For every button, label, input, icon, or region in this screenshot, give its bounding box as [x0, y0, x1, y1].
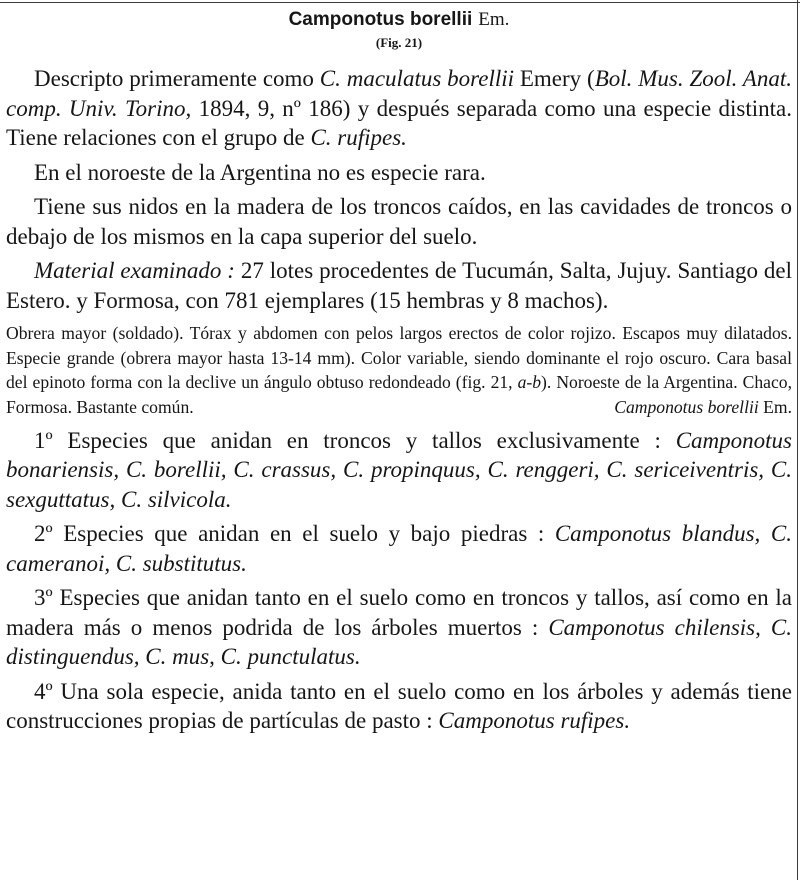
species-citation: C. rufipes. [310, 125, 407, 150]
material-label: Material examinado : [34, 258, 235, 283]
group-prefix: 4º Una sola especie, anida tanto en el suelo como en los árboles y además tiene construcciones propias de partículas de pasto : [6, 678, 792, 734]
species-signature [614, 395, 792, 420]
group-prefix: 2º Especies que anidan en el suelo y bajo piedras : [34, 521, 555, 547]
species-citation: C. maculatus borellii [319, 66, 515, 91]
diagnosis-paragraph [6, 321, 792, 420]
figure-reference: (Fig. 21) [375, 35, 423, 50]
paragraph-nesting: Tiene sus nidos en la madera de los troncos caídos, en las cavidades de troncos o debajo de los mismos en la capa superior del suelo. [6, 194, 792, 249]
text-run: 1894, 9, nº 186) y después separada como una especie distinta. Tiene relaciones con el grupo de [6, 95, 793, 150]
group-species: Camponotus rufipes. [438, 708, 631, 734]
signature-author: Em. [763, 397, 792, 418]
species-author: Em. [478, 9, 510, 30]
group-prefix: 1º Especies que anidan en troncos y tallos exclusivamente : [34, 427, 676, 453]
group-item [6, 519, 792, 578]
text-run: Descripto primeramente como [34, 66, 320, 91]
group-item [6, 426, 792, 515]
paragraph-material [6, 256, 792, 315]
species-name: Camponotus borellii [288, 9, 473, 30]
text-run: 27 lotes procedentes de Tucumán, Salta, Jujuy. Santiago del Estero. y Formosa, con 781 ejemplares (15 hembras y 8 machos). [6, 258, 792, 313]
species-title [6, 8, 792, 32]
group-species: Camponotus blandus, C. cameranoi, C. substitutus. [6, 521, 792, 576]
group-prefix: 3º Especies que anidan tanto en el suelo como en troncos y tallos, así como en la madera más o menos podrida de los árboles muertos : [6, 585, 792, 640]
signature-name: Camponotus borellii [614, 397, 759, 418]
group-species: Camponotus chilensis, C. distinguendus, C. mus, C. punctulatus. [6, 614, 792, 670]
group-item [6, 677, 792, 736]
text-run: Emery ( [514, 66, 595, 91]
top-border-line [0, 2, 800, 3]
right-border-line [797, 0, 798, 880]
text-run: ). Noroeste de la Argentina. Chaco, Formosa. Bastante común. [6, 372, 792, 418]
figure-letters: a-b [517, 372, 542, 393]
text-run: Obrera mayor (soldado). Tórax y abdomen con pelos largos erectos de color rojizo. Escapos muy dilatados. Especie grande (obrera mayor hasta 13-14 mm). Color variable, siendo dominante el rojo oscuro. Cara basal del epinoto forma con la declive un ángulo obtuso redondeado (fig. 21, [6, 323, 792, 393]
group-species: Camponotus bonariensis, C. borellii, C. crassus, C. propinquus, C. renggeri, C. sericeiventris, C. sexguttatus, C. silvicola. [6, 427, 792, 512]
group-item [6, 583, 792, 672]
journal-citation: Bol. Mus. Zool. Anat. comp. Univ. Torino, [6, 66, 792, 121]
paragraph-history [6, 64, 792, 153]
page-content [6, 8, 792, 736]
paragraph-distribution: En el noroeste de la Argentina no es especie rara. [34, 159, 486, 185]
